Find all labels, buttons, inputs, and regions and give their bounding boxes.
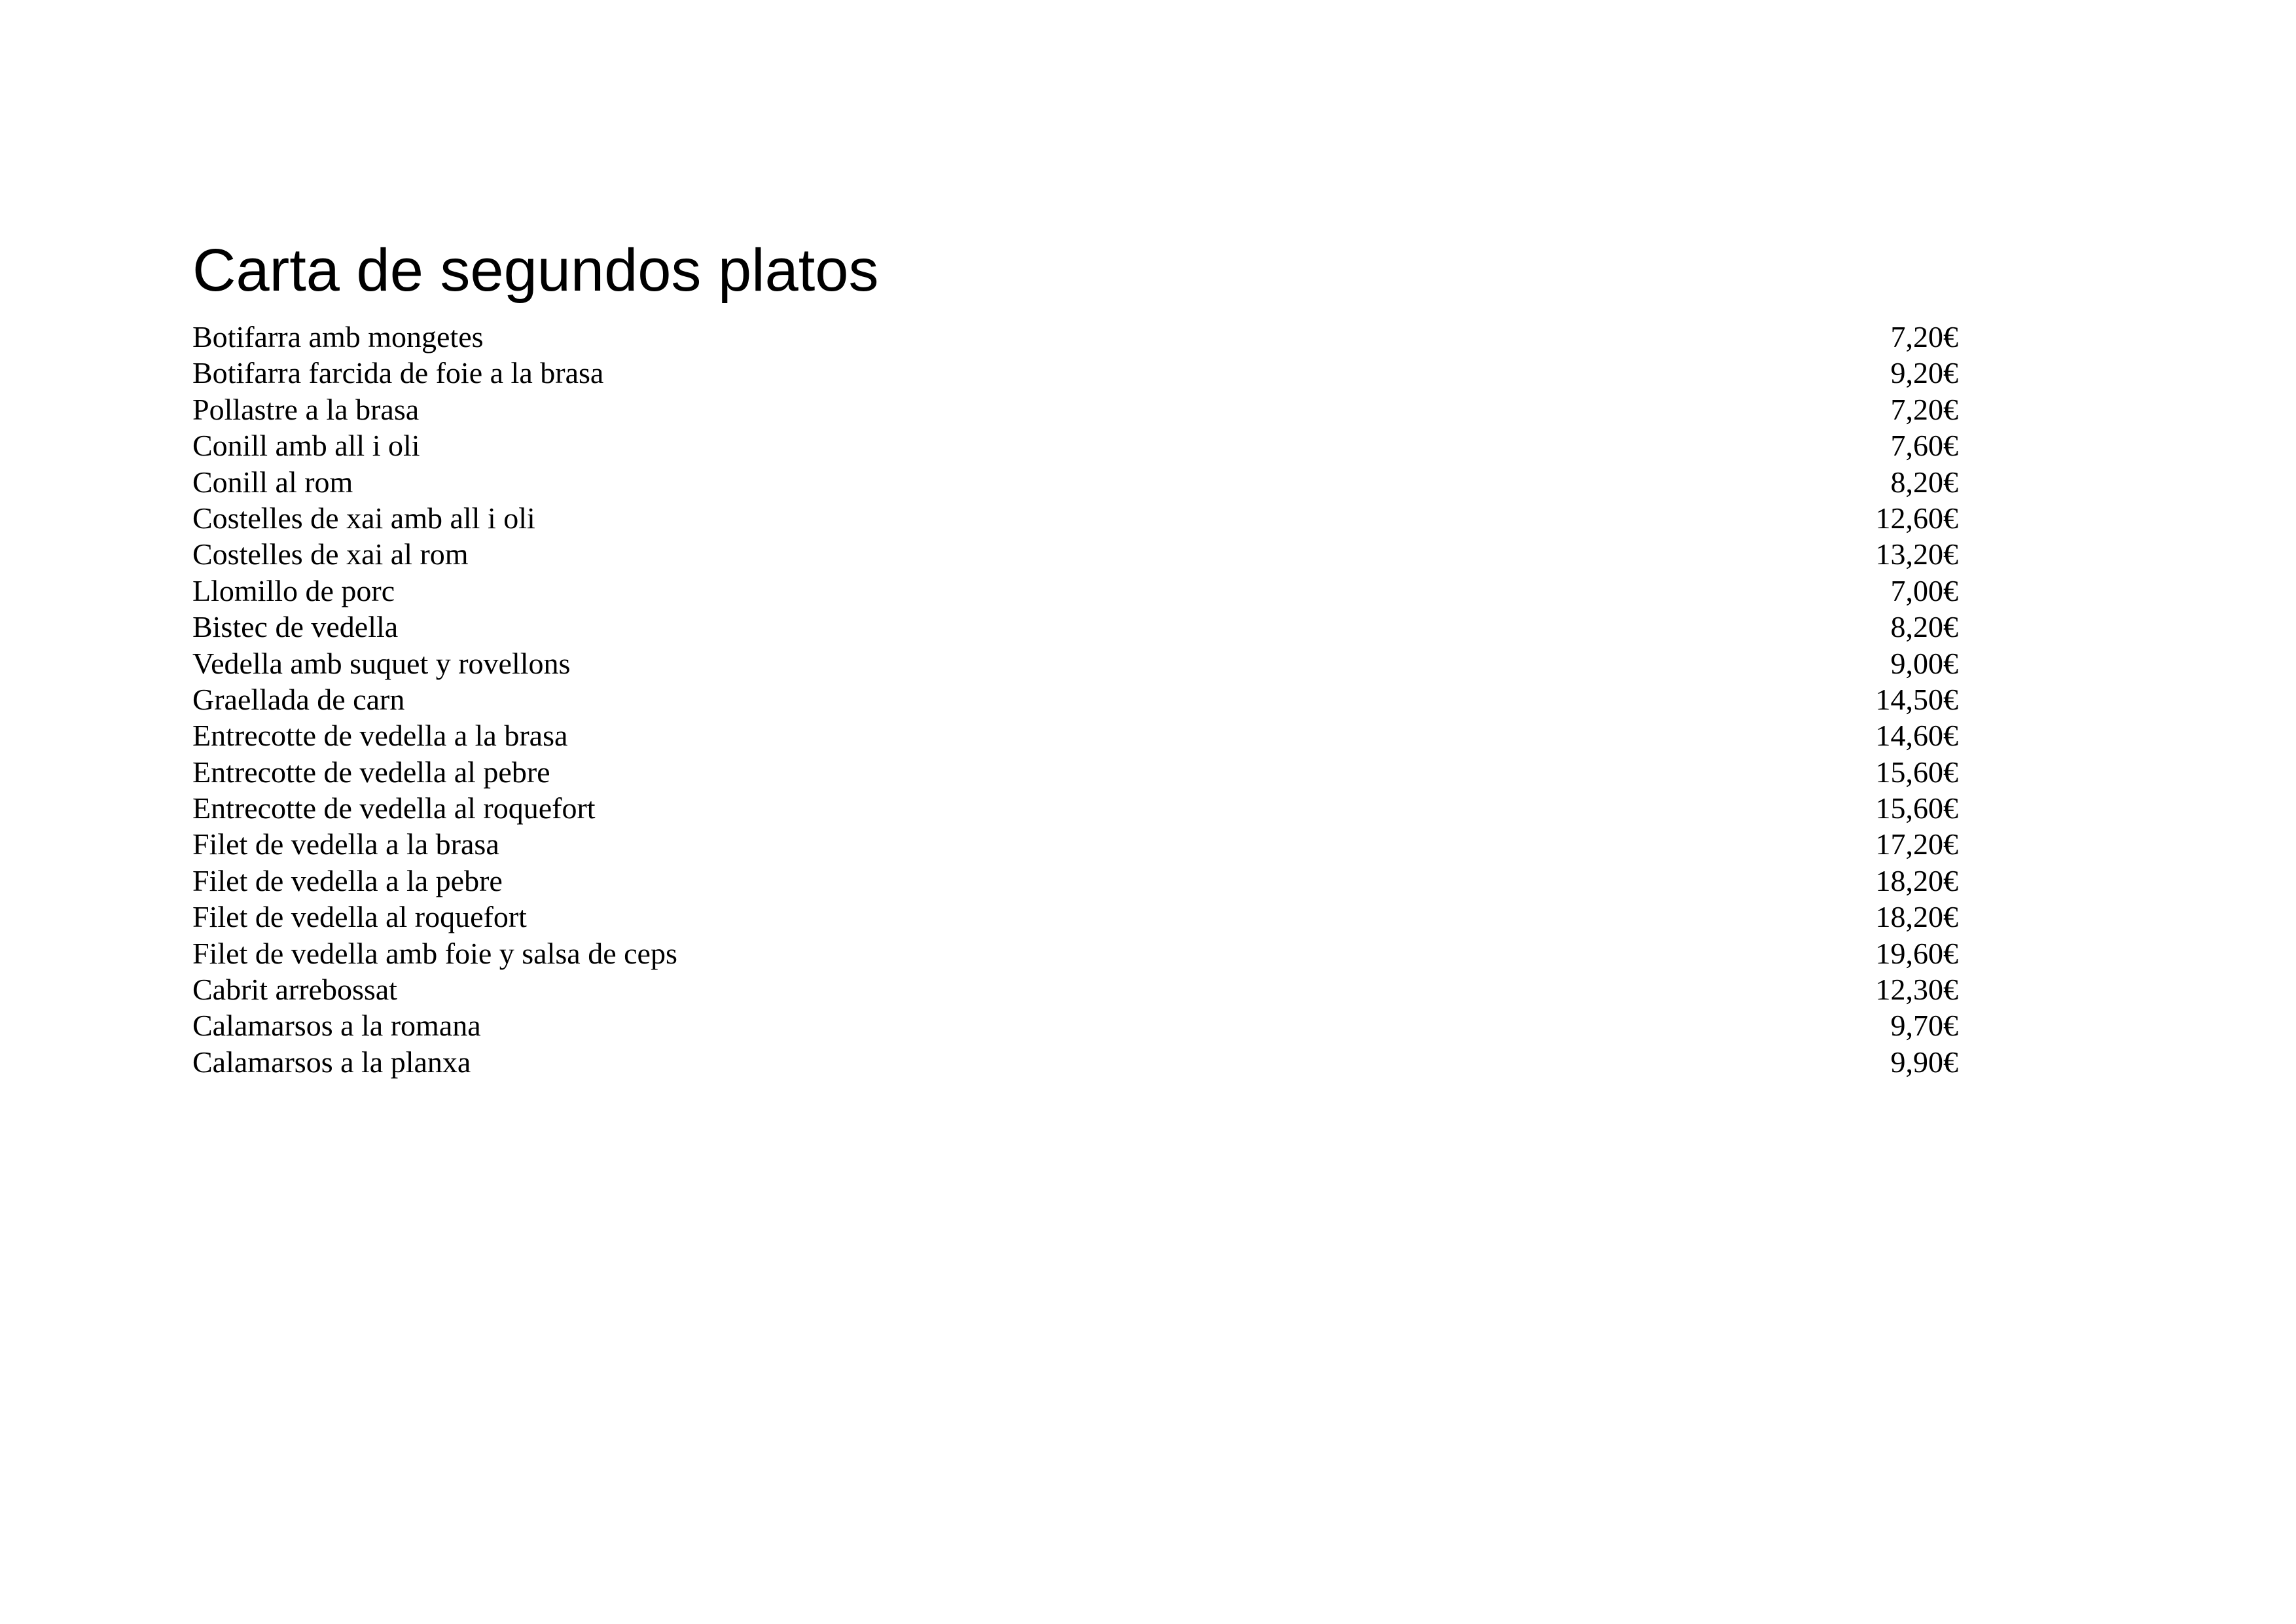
dish-name: Filet de vedella a la brasa (192, 827, 499, 861)
dish-name: Costelles de xai al rom (192, 537, 469, 571)
dish-price: 7,20€ (1890, 392, 1958, 426)
menu-item (192, 790, 1958, 826)
dish-price: 13,20€ (1875, 537, 1958, 571)
dish-name: Costelles de xai amb all i oli (192, 501, 535, 535)
dish-name: Llomillo de porc (192, 573, 395, 607)
dish-name: Vedella amb suquet y rovellons (192, 646, 571, 680)
menu-item (192, 391, 1958, 427)
menu-list (192, 319, 1958, 1080)
dish-price: 18,20€ (1875, 863, 1958, 897)
dish-price: 14,50€ (1875, 682, 1958, 716)
dish-name: Botifarra amb mongetes (192, 320, 484, 353)
dish-name: Conill amb all i oli (192, 429, 420, 463)
menu-item (192, 1007, 1958, 1043)
menu-item (192, 899, 1958, 935)
dish-name: Entrecotte de vedella al roquefort (192, 791, 596, 825)
dish-price: 9,90€ (1890, 1045, 1958, 1079)
dish-name: Calamarsos a la planxa (192, 1045, 471, 1079)
dish-name: Botifarra farcida de foie a la brasa (192, 356, 604, 390)
dish-price: 9,20€ (1890, 356, 1958, 390)
dish-name: Filet de vedella al roquefort (192, 900, 527, 934)
menu-item (192, 355, 1958, 391)
dish-price: 8,20€ (1890, 465, 1958, 499)
menu-item (192, 645, 1958, 681)
dish-price: 17,20€ (1875, 827, 1958, 861)
dish-price: 7,60€ (1890, 429, 1958, 463)
dish-name: Entrecotte de vedella al pebre (192, 755, 550, 789)
dish-name: Calamarsos a la romana (192, 1009, 481, 1043)
menu-item (192, 717, 1958, 753)
dish-price: 7,00€ (1890, 573, 1958, 607)
dish-name: Graellada de carn (192, 682, 405, 716)
dish-price: 14,60€ (1875, 719, 1958, 753)
menu-item (192, 935, 1958, 971)
dish-name: Pollastre a la brasa (192, 392, 420, 426)
menu-item (192, 609, 1958, 645)
dish-price: 9,00€ (1890, 646, 1958, 680)
menu-item (192, 826, 1958, 862)
dish-price: 12,60€ (1875, 501, 1958, 535)
menu-item (192, 536, 1958, 572)
dish-price: 7,20€ (1890, 320, 1958, 353)
dish-name: Conill al rom (192, 465, 353, 499)
dish-price: 9,70€ (1890, 1009, 1958, 1043)
dish-name: Bistec de vedella (192, 610, 399, 644)
menu-title: Carta de segundos platos (192, 237, 879, 304)
dish-price: 18,20€ (1875, 900, 1958, 934)
dish-name: Filet de vedella a la pebre (192, 863, 503, 897)
menu-item (192, 754, 1958, 790)
menu-item (192, 319, 1958, 355)
menu-item (192, 464, 1958, 500)
menu-item (192, 681, 1958, 717)
dish-name: Filet de vedella amb foie y salsa de ceps (192, 936, 677, 970)
dish-name: Cabrit arrebossat (192, 973, 397, 1007)
dish-price: 12,30€ (1875, 973, 1958, 1007)
menu-item (192, 573, 1958, 609)
menu-item (192, 500, 1958, 536)
dish-price: 15,60€ (1875, 791, 1958, 825)
menu-item (192, 971, 1958, 1007)
dish-price: 8,20€ (1890, 610, 1958, 644)
menu-item (192, 1044, 1958, 1080)
dish-price: 15,60€ (1875, 755, 1958, 789)
menu-item (192, 427, 1958, 463)
dish-price: 19,60€ (1875, 936, 1958, 970)
menu-item (192, 863, 1958, 899)
dish-name: Entrecotte de vedella a la brasa (192, 719, 568, 753)
